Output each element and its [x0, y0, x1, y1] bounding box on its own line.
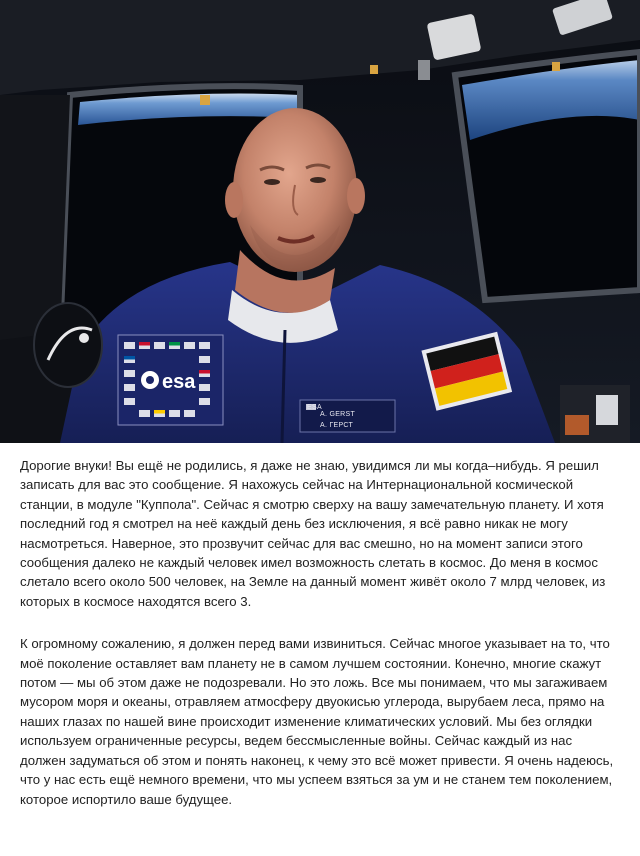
- mission-patch: [34, 303, 102, 387]
- nameplate: [300, 400, 395, 432]
- esa-label: esa: [162, 371, 196, 393]
- window-marker: [370, 65, 378, 74]
- equipment-box: [596, 395, 618, 425]
- orange-badge: [565, 415, 589, 435]
- window-marker: [200, 95, 210, 105]
- right-window: [455, 52, 640, 300]
- flags-patch: [118, 335, 223, 425]
- article-text: [20, 456, 620, 832]
- paragraph: К огромному сожалению, я должен перед вами извиниться. Сейчас многое указывает на то, что моё поколение оставляет вам планету не в самом лучшем состоянии. Конечно, многие скажут потом — мы об этом даже не подозревали. Но это ложь. Все мы понимаем, что мы загаживаем мусором моря и океаны, отравляем атмосферу двуокисью углерода, вырубаем леса, прямо на наших глазах по нашей вине происходит изменение климатических условий. Мы без оглядки используем ограниченные ресурсы, ведем бессмысленные войны. Сейчас каждый из нас должен задуматься об этом и понять наконец, к чему это всё может привести. Я очень надеюсь, что у нас есть ещё немного времени, что мы успеем взяться за ум и не станем тем поколением, которое испортило ваше будущее.: [20, 636, 614, 807]
- window-marker: [552, 62, 560, 71]
- paragraph: Дорогие внуки! Вы ещё не родились, я даже не знаю, увидимся ли мы когда–нибудь. Я решил записать для вас это сообщение. Я нахожусь сейчас на Интернациональной космической станции, в модуле "Куппола". Сейчас я смотрю сверху на вашу замечательную планету. И хотя последний год я смотрел на неё каждый день без исключения, я всё равно никак не могу насмотреться. Наверное, это прозвучит сейчас для вас смешно, но на момент записи этого сообщения далеко не каждый человек имел возможность слетать в космос. До меня в космос слетало всего около 500 человек, на Земле на данный момент живёт около 7 млрд человек, из которых в космосе находятся всего 3.: [20, 458, 606, 609]
- nameplate-line1: A. GERST: [320, 411, 356, 418]
- nameplate-tag: ESA: [307, 404, 322, 411]
- nameplate-line2: А. ГЕРСТ: [320, 422, 354, 429]
